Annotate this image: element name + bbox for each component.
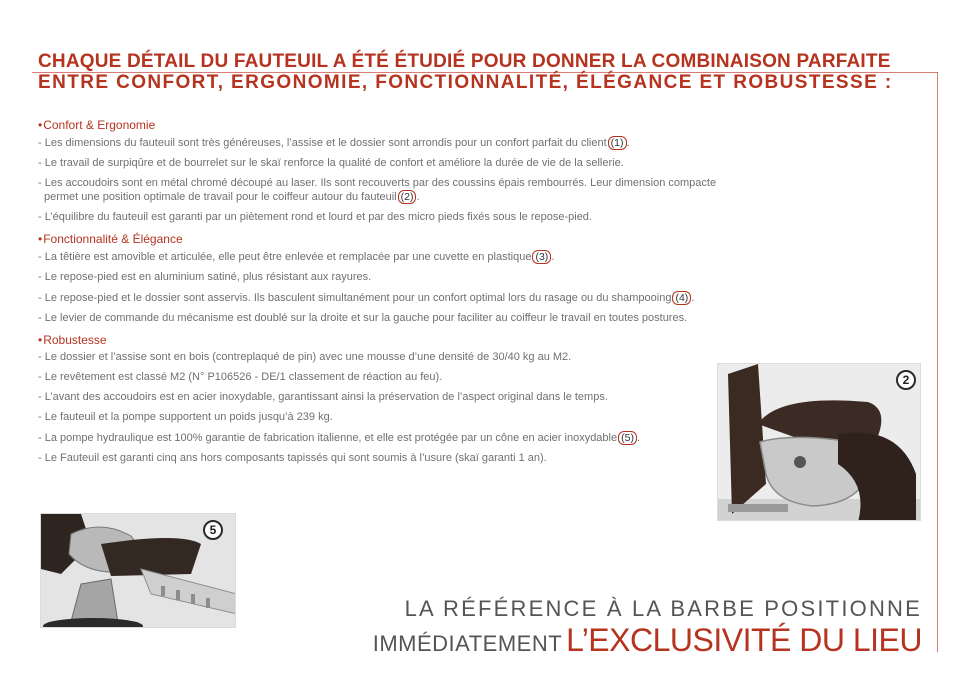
- section-title: •Fonctionnalité & Élégance: [38, 232, 183, 246]
- section-fonctionnalite: [38, 232, 728, 325]
- tagline-line-1: LA RÉFÉRENCE À LA BARBE POSITIONNE: [404, 596, 922, 621]
- armrest-illustration: [718, 364, 921, 521]
- pump-photo: [40, 513, 236, 628]
- list-item: - Le repose-pied et le dossier sont asservis. Ils basculent simultanément pour un confort optimal lors du rasage ou du shampooing (4) .: [38, 292, 695, 304]
- heading-line-1: CHAQUE DÉTAIL DU FAUTEUIL A ÉTÉ ÉTUDIÉ POUR DONNER LA COMBINAISON PARFAITE: [38, 51, 891, 72]
- armrest-photo: [717, 363, 921, 521]
- list-item: - Le revêtement est classé M2 (N° P106526 - DE/1 classement de réaction au feu).: [38, 371, 443, 383]
- list-item: - La têtière est amovible et articulée, elle peut être enlevée et remplacée par une cuvette en plastique (3) .: [38, 251, 555, 263]
- section-title: •Confort & Ergonomie: [38, 118, 156, 132]
- reference-number: (5): [618, 431, 637, 445]
- tagline-line-2a: IMMÉDIATEMENT: [372, 631, 563, 656]
- tagline-highlight: L’EXCLUSIVITÉ DU LIEU: [566, 622, 922, 658]
- tagline: [373, 596, 922, 659]
- reference-badge-2: 2: [896, 370, 916, 390]
- tagline-line-2: [373, 622, 922, 659]
- list-item: - La pompe hydraulique est 100% garantie de fabrication italienne, et elle est protégée par un cône en acier inoxydable (5) .: [38, 432, 641, 444]
- list-item: - Le travail de surpiqûre et de bourrelet sur le skaï renforce la qualité de confort et améliore la durée de vie de la sellerie.: [38, 157, 624, 169]
- feature-sections: [38, 118, 728, 472]
- heading-line-2: ENTRE CONFORT, ERGONOMIE, FONCTIONNALITÉ, ÉLÉGANCE ET ROBUSTESSE :: [38, 72, 893, 93]
- list-item: - Le dossier et l’assise sont en bois (contreplaqué de pin) avec une mousse d’une densité de 30/40 kg au M2.: [38, 351, 572, 363]
- section-robustesse: [38, 333, 728, 465]
- list-item: - Le levier de commande du mécanisme est doublé sur la droite et sur la gauche pour faciliter au coiffeur le travail en toutes postures.: [38, 312, 688, 324]
- page-heading: [38, 52, 893, 94]
- section-confort: [38, 118, 728, 224]
- list-item: - Les accoudoirs sont en métal chromé découpé au laser. Ils sont recouverts par des coussins épais rembourrés. Leur dimension compacte permet une position optimale de travail pour le coiffeur autour du fauteuil (2) .: [38, 177, 717, 203]
- list-item: - Le fauteuil et la pompe supportent un poids jusqu’à 239 kg.: [38, 411, 333, 423]
- reference-number: (2): [398, 190, 417, 204]
- reference-badge-5: 5: [203, 520, 223, 540]
- frame-line-right: [937, 72, 938, 652]
- section-title: •Robustesse: [38, 333, 107, 347]
- reference-number: (1): [608, 136, 627, 150]
- list-item: - L’équilibre du fauteuil est garanti par un piètement rond et lourd et par des micro pieds fixés sous le repose-pied.: [38, 211, 592, 223]
- reference-number: (3): [532, 250, 551, 264]
- reference-number: (4): [672, 291, 691, 305]
- list-item: - Les dimensions du fauteuil sont très généreuses, l’assise et le dossier sont arrondis pour un confort parfait du client (1) .: [38, 137, 630, 149]
- list-item: - L’avant des accoudoirs est en acier inoxydable, garantissant ainsi la préservation de l’aspect original dans le temps.: [38, 391, 608, 403]
- list-item: - Le Fauteuil est garanti cinq ans hors composants tapissés qui sont soumis à l’usure (skaï garanti 1 an).: [38, 452, 547, 464]
- list-item: - Le repose-pied est en aluminium satiné, plus résistant aux rayures.: [38, 271, 372, 283]
